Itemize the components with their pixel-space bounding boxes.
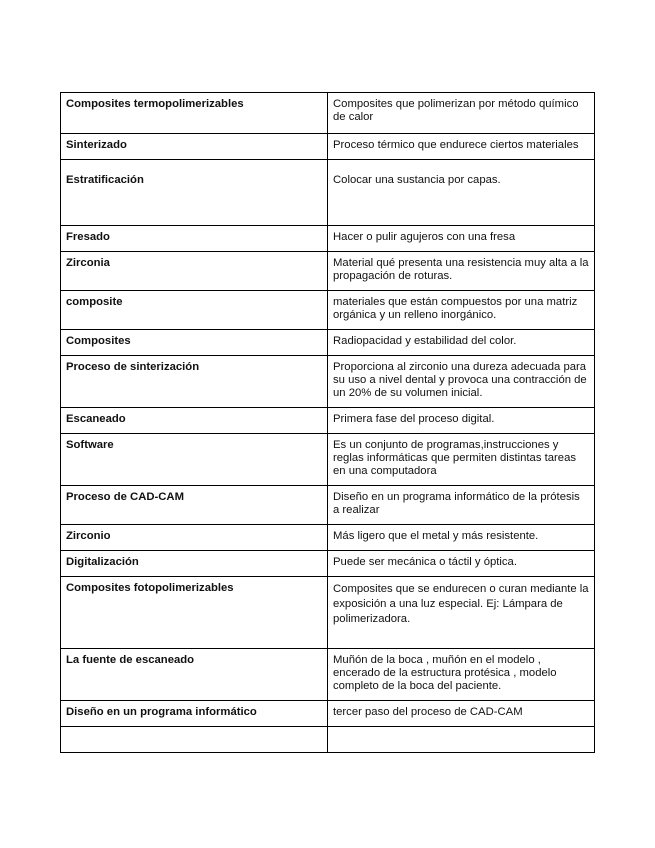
table-row: [61, 226, 595, 252]
definition-cell: Hacer o pulir agujeros con una fresa: [328, 226, 595, 252]
term-cell: Proceso de CAD-CAM: [61, 486, 328, 525]
definition-cell: Diseño en un programa informático de la prótesis a realizar: [328, 486, 595, 525]
definition-cell: Proporciona al zirconio una dureza adecuada para su uso a nivel dental y provoca una contracción de un 20% de su volumen inicial.: [328, 356, 595, 408]
table-row: [61, 134, 595, 160]
definition-cell: Radiopacidad y estabilidad del color.: [328, 330, 595, 356]
definition-cell: Es un conjunto de programas,instrucciones y reglas informáticas que permiten distintas tareas en una computadora: [328, 434, 595, 486]
table-row: [61, 408, 595, 434]
term-cell: Fresado: [61, 226, 328, 252]
term-cell: Estratificación: [61, 160, 328, 226]
table-row: [61, 727, 595, 753]
table-row: [61, 649, 595, 701]
term-cell: Composites fotopolimerizables: [61, 577, 328, 649]
table-row: [61, 551, 595, 577]
table-row: [61, 160, 595, 226]
term-cell: Software: [61, 434, 328, 486]
table-row: [61, 486, 595, 525]
term-cell: Composites termopolimerizables: [61, 93, 328, 134]
glossary-table: [60, 92, 595, 753]
definition-cell: tercer paso del proceso de CAD-CAM: [328, 701, 595, 727]
term-cell: Sinterizado: [61, 134, 328, 160]
term-cell: Zirconia: [61, 252, 328, 291]
table-row: [61, 577, 595, 649]
term-cell: Diseño en un programa informático: [61, 701, 328, 727]
definition-cell: Proceso térmico que endurece ciertos materiales: [328, 134, 595, 160]
definition-cell: Material qué presenta una resistencia muy alta a la propagación de roturas.: [328, 252, 595, 291]
term-cell: composite: [61, 291, 328, 330]
table-row: [61, 356, 595, 408]
table-row: [61, 93, 595, 134]
definition-cell: Más ligero que el metal y más resistente.: [328, 525, 595, 551]
term-cell: Zirconio: [61, 525, 328, 551]
definition-cell: Colocar una sustancia por capas.: [328, 160, 595, 226]
definition-cell: [328, 727, 595, 753]
table-row: [61, 525, 595, 551]
table-row: [61, 701, 595, 727]
definition-cell: materiales que están compuestos por una matriz orgánica y un relleno inorgánico.: [328, 291, 595, 330]
term-cell: Proceso de sinterización: [61, 356, 328, 408]
term-cell: Composites: [61, 330, 328, 356]
definition-cell: Composites que se endurecen o curan mediante la exposición a una luz especial. Ej: Lámpara de polimerizadora.: [328, 577, 595, 649]
term-cell: Digitalización: [61, 551, 328, 577]
term-cell: Escaneado: [61, 408, 328, 434]
definition-cell: Muñón de la boca , muñón en el modelo , encerado de la estructura protésica , modelo completo de la boca del paciente.: [328, 649, 595, 701]
term-cell: [61, 727, 328, 753]
term-cell: La fuente de escaneado: [61, 649, 328, 701]
definition-cell: Composites que polimerizan por método químico de calor: [328, 93, 595, 134]
table-row: [61, 434, 595, 486]
definition-cell: Puede ser mecánica o táctil y óptica.: [328, 551, 595, 577]
table-row: [61, 291, 595, 330]
definition-cell: Primera fase del proceso digital.: [328, 408, 595, 434]
table-row: [61, 252, 595, 291]
table-row: [61, 330, 595, 356]
